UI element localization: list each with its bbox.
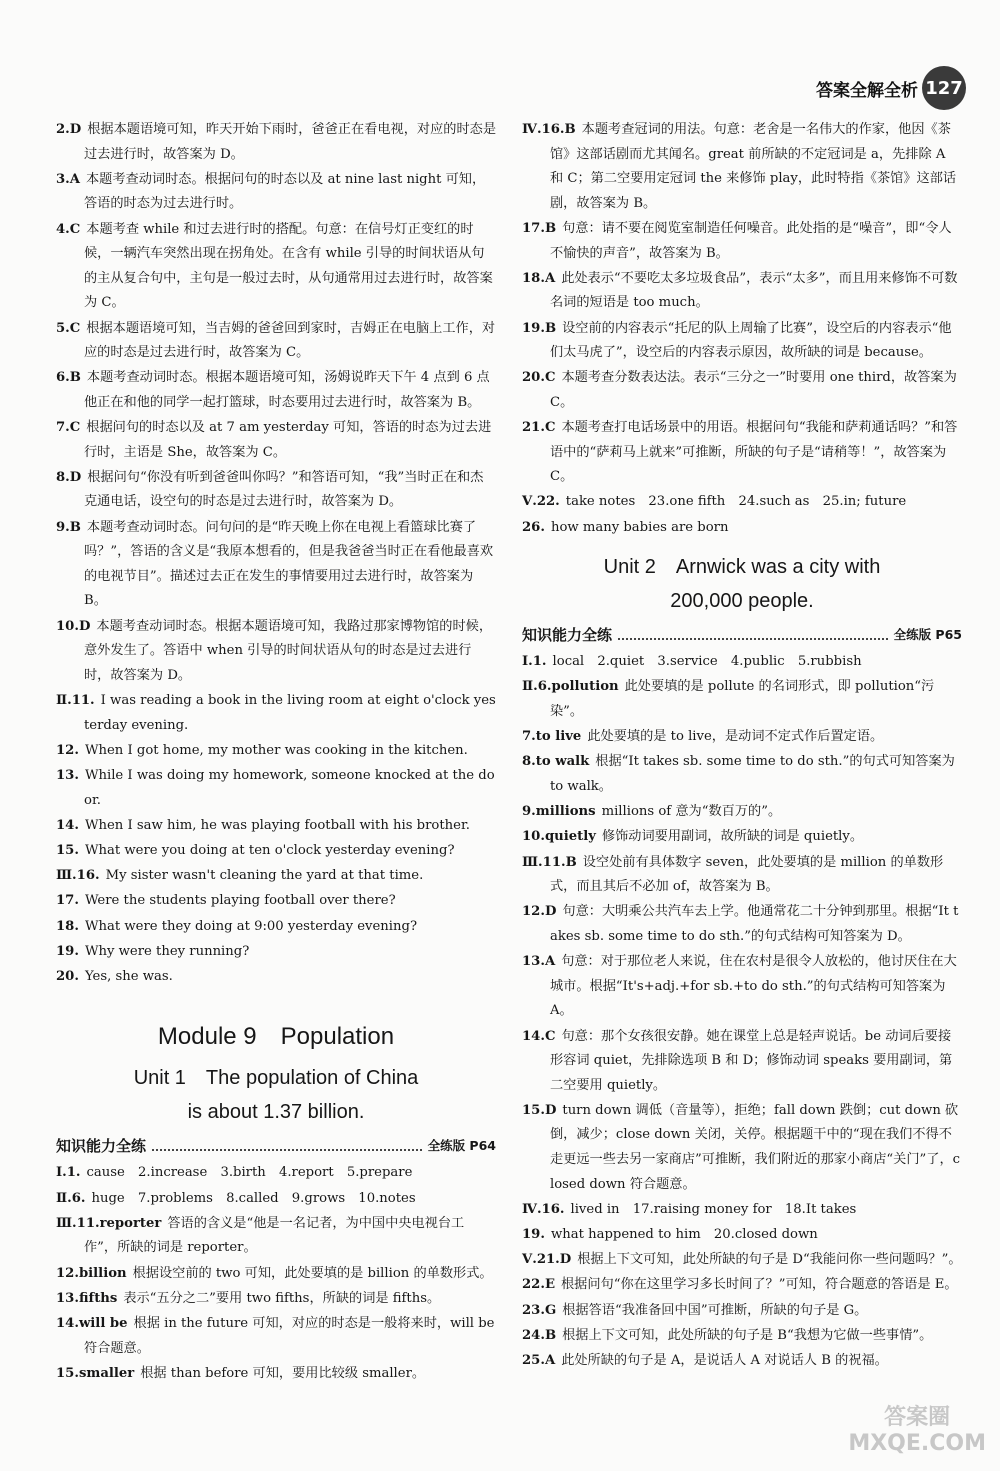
answer-text: Why were they running? [84, 943, 250, 959]
answer-item [522, 800, 962, 825]
answer-item [56, 466, 496, 515]
answer-text: 本题考查动词时态。根据本题语境可知，我路过那家博物馆的时候，意外发生了。答语中 when 引导的时间状语从句的时态是过去进行时，故答案为 D。 [84, 618, 493, 683]
answer-text: Were the students playing football over there? [84, 893, 396, 909]
answer-number: Ⅰ.1. [522, 654, 547, 670]
answer-text: 根据问句“你没有听到爸爸叫你吗？”和答语可知，“我”当时正在和杰克通电话，设空句的时态是过去进行时，故答案为 D。 [84, 469, 484, 510]
answer-item [522, 825, 962, 850]
answer-number: Ⅱ.6.pollution [522, 679, 619, 695]
answer-number: 17.B [522, 220, 557, 236]
answer-text: 根据问句的时态以及 at 7 am yesterday 可知，答语的时态为过去进行时，主语是 She，故答案为 C。 [84, 420, 492, 460]
answer-item [522, 366, 962, 415]
section-edition: 全练版 P64 [427, 1138, 496, 1154]
answer-item [522, 1248, 962, 1273]
answer-text: 句意：对于那位老人来说，住在农村是很令人放松的，他讨厌住在大城市。根据“It's+adj.+for sb.+to do sth.”的句式结构可知答案为 A。 [550, 954, 957, 1019]
answer-number: 10.D [56, 618, 91, 634]
answer-text: 根据“It takes sb. some time to do sth.”的句式可知答案为 to walk。 [550, 754, 955, 794]
answer-item [56, 1262, 496, 1287]
answer-number: 8.D [56, 469, 82, 485]
answer-number: 7.C [56, 420, 81, 436]
answer-item [522, 1223, 962, 1248]
answer-number: 4.C [56, 221, 81, 237]
answer-text: 表示“五分之二”要用 two fifths，所缺的词是 fifths。 [123, 1290, 441, 1306]
answer-number: Ⅳ.16.B [522, 122, 576, 137]
answer-text: lived in 17.raising money for 18.It takes [570, 1201, 857, 1217]
answer-item [56, 864, 496, 889]
answer-item [56, 516, 496, 614]
answer-text: 根据设空前的 two 可知，此处要填的是 billion 的单数形式。 [132, 1265, 493, 1281]
answer-item [56, 1187, 496, 1212]
answer-item [522, 317, 962, 366]
unit2-title-line2: 200,000 people. [670, 590, 814, 613]
answer-number: Ⅴ.22. [522, 494, 560, 510]
answer-number: 25.A [522, 1352, 556, 1368]
answer-number: 14.will be [56, 1316, 128, 1331]
answer-number: Ⅱ.11. [56, 693, 95, 708]
answer-text: 本题考查动词时态。根据本题语境可知，汤姆说昨天下午 4 点到 6 点他正在和他的同学一起打篮球，时态要用过去进行时，故答案为 B。 [84, 370, 490, 410]
answer-number: 13.fifths [56, 1290, 118, 1306]
answer-text: 此处要填的是 pollute 的名词形式，即 pollution“污染”。 [550, 679, 935, 720]
answer-number: 9.B [56, 519, 81, 535]
answer-text: 此处表示“不要吃太多垃圾食品”，表示“太多”，而且用来修饰不可数名词的短语是 too much。 [550, 270, 958, 311]
answer-number: Ⅲ.11.B [522, 854, 577, 870]
answer-number: 15.D [522, 1102, 557, 1118]
answer-number: 23.G [522, 1302, 557, 1318]
answer-item [522, 1025, 962, 1099]
answer-list-left [56, 118, 496, 989]
section-edition: 全练版 P65 [893, 627, 962, 643]
page-header [0, 0, 1000, 118]
answer-item [56, 168, 496, 217]
answer-number: 22.E [522, 1277, 555, 1293]
watermark-stamp [848, 1405, 986, 1457]
answer-item [56, 764, 496, 813]
answer-item [522, 950, 962, 1024]
answer-item [522, 675, 962, 724]
answer-text: My sister wasn't cleaning the yard at that time. [105, 868, 424, 884]
answer-item [522, 725, 962, 750]
answer-number: Ⅳ.16. [522, 1201, 565, 1217]
answer-number: 18. [56, 918, 79, 934]
answer-text: While I was doing my homework, someone knocked at the door. [84, 767, 495, 808]
answer-number: 9.millions [522, 804, 596, 820]
answer-text: millions of 意为“数百万的”。 [601, 804, 782, 820]
answer-text: 本题考查打电话场景中的用语。根据问句“我能和萨莉通话吗？”和答语中的“萨莉马上就来”可推断，所缺的句子是“请稍等！”，故答案为 C。 [550, 420, 958, 485]
unit2-title-line1: Unit 2 Arnwick was a city with [603, 556, 881, 579]
dotted-leader [152, 1149, 422, 1151]
answer-item [56, 889, 496, 914]
answer-text: 句意：大明乘公共汽车去上学。他通常花二十分钟到那里。根据“It takes sb. some time to do sth.”的句式结构可知答案为 D。 [550, 904, 959, 944]
stamp-line1: 答案圈 [884, 1405, 951, 1430]
answer-number: 2.D [56, 122, 82, 137]
section-header-unit1 [56, 1135, 496, 1157]
unit1-title-line2: is about 1.37 billion. [187, 1101, 365, 1124]
answer-item [522, 118, 962, 216]
answer-item [56, 1212, 496, 1261]
answer-item [56, 118, 496, 167]
answer-text: When I got home, my mother was cooking in the kitchen. [84, 742, 468, 758]
answer-item [522, 1324, 962, 1349]
answer-text: 根据本题语境可知，当吉姆的爸爸回到家时，吉姆正在电脑上工作，对应的时态是过去进行时，故答案为 C。 [84, 320, 496, 361]
answer-text: 此处所缺的句子是 A，是说话人 A 对说话人 B 的祝福。 [561, 1352, 888, 1368]
answer-number: 20. [56, 968, 79, 984]
answer-number: 15.smaller [56, 1365, 135, 1381]
answer-item [56, 416, 496, 465]
answer-item [522, 416, 962, 490]
answer-number: 15. [56, 842, 79, 858]
answer-item [56, 1362, 496, 1387]
answer-text: 根据本题语境可知，昨天开始下雨时，爸爸正在看电视，对应的时态是过去进行时，故答案为 D。 [84, 122, 497, 162]
answer-text: 此处要填的是 to live，是动词不定式作后置定语。 [587, 729, 884, 745]
answer-number: 12. [56, 742, 79, 758]
answer-number: 10.quietly [522, 829, 596, 845]
answer-text: local 2.quiet 3.service 4.public 5.rubbish [552, 654, 862, 670]
answer-list-left-2 [56, 1161, 496, 1386]
section-title: 知识能力全练 [522, 626, 613, 645]
dotted-leader [618, 638, 888, 640]
answer-item [522, 1349, 962, 1374]
answer-number: 12.billion [56, 1265, 127, 1281]
header-title: 答案全解全析 [816, 81, 918, 101]
section-header-unit2 [522, 624, 962, 646]
answer-item [56, 965, 496, 990]
answer-list-right [522, 118, 962, 540]
answer-number: 24.B [522, 1327, 557, 1343]
answer-text: 根据上下文可知，此处所缺的句子是 D“我能问你一些问题吗？”。 [577, 1252, 962, 1268]
answer-item [522, 267, 962, 316]
answer-item [522, 900, 962, 949]
answer-item [522, 490, 962, 515]
answer-item [56, 615, 496, 689]
answer-number: 5.C [56, 320, 81, 336]
answer-number: 14. [56, 817, 79, 833]
answer-item [56, 366, 496, 415]
answer-text: what happened to him 20.closed down [550, 1227, 818, 1243]
answer-item [522, 650, 962, 675]
answer-item [56, 940, 496, 965]
answer-number: 13. [56, 767, 79, 783]
module-title: Module 9 Population [157, 1023, 395, 1051]
answer-number: 19.B [522, 320, 557, 336]
answer-number: Ⅴ.21.D [522, 1252, 572, 1268]
answer-number: 13.A [522, 954, 556, 970]
answer-text: how many babies are born [550, 519, 729, 535]
left-column [56, 118, 496, 1387]
answer-text: 设空前的内容表示“托尼的队上周输了比赛”，设空后的内容表示“他们太马虎了”，设空后的内容表示原因，故所缺的词是 because。 [550, 320, 952, 361]
page-number-badge: 127 [922, 66, 966, 110]
answer-number: 17. [56, 893, 79, 909]
right-column [522, 118, 962, 1374]
answer-text: Yes, she was. [84, 968, 173, 984]
answer-item [56, 839, 496, 864]
answer-text: 根据答语“我准备回中国”可推断，所缺的句子是 G。 [562, 1302, 868, 1318]
answer-number: 12.D [522, 904, 557, 920]
answer-number: Ⅱ.6. [56, 1190, 86, 1206]
answer-number: 20.C [522, 370, 556, 386]
answer-number: Ⅰ.1. [56, 1165, 81, 1181]
answer-text: 本题考查 while 和过去进行时的搭配。句意：在信号灯正变红的时候，一辆汽车突然出现在拐角处。在含有 while 引导的时间状语从句的主从复合句中，主句是一般过去时，从句通常用过去进行时，故答案为 C。 [84, 221, 493, 311]
answer-text: cause 2.increase 3.birth 4.report 5.prepare [86, 1165, 413, 1181]
answer-item [56, 317, 496, 366]
answer-text: 句意：那个女孩很安静。她在课堂上总是轻声说话。be 动词后要接形容词 quiet，先排除选项 B 和 D；修饰动词 speaks 要用副词，第二空要用 quietly。 [550, 1028, 953, 1093]
answer-text: What were they doing at 9:00 yesterday evening? [84, 918, 418, 934]
answer-item [56, 689, 496, 738]
answer-text: What were you doing at ten o'clock yesterday evening? [84, 842, 455, 858]
answer-number: 26. [522, 519, 545, 535]
answer-number: 19. [522, 1227, 545, 1243]
answer-item [522, 851, 962, 900]
answer-text: huge 7.problems 8.called 9.grows 10.notes [91, 1190, 416, 1206]
answer-number: 14.C [522, 1028, 556, 1044]
answer-text: 本题考查分数表达法。表示“三分之一”时要用 one third，故答案为 C。 [550, 370, 957, 410]
stamp-line2: MXQE.COM [848, 1431, 986, 1456]
answer-text: I was reading a book in the living room at eight o'clock yesterday evening. [84, 693, 496, 733]
answer-text: 根据 in the future 可知，对应的时态是一般将来时，will be 符合题意。 [84, 1316, 495, 1356]
answer-text: 根据问句“你在这里学习多长时间了？”可知，符合题意的答语是 E。 [561, 1277, 958, 1293]
answer-text: 本题考查动词时态。根据问句的时态以及 at nine last night 可知，答语的时态为过去进行时。 [84, 171, 486, 212]
answer-number: 8.to walk [522, 754, 590, 770]
unit1-title-line1: Unit 1 The population of China [133, 1067, 419, 1090]
answer-item [56, 1287, 496, 1312]
answer-item [522, 1299, 962, 1324]
answer-item [56, 1161, 496, 1186]
answer-item [522, 1198, 962, 1223]
answer-text: 根据上下文可知，此处所缺的句子是 B“我想为它做一些事情”。 [562, 1327, 933, 1343]
answer-text: turn down 调低（音量等），拒绝；fall down 跌倒；cut down 砍倒，减少；close down 关闭，关停。根据题干中的“现在我们不得不走更远一些去另一家商店”可推断，我们附近的那家小商店“关门”了，closed down 符合题意。 [550, 1102, 961, 1192]
answer-item [522, 516, 962, 541]
answer-text: 本题考查冠词的用法。句意：老舍是一名伟大的作家，他因《茶馆》这部话剧而尤其闻名。great 前所缺的不定冠词是 a，先排除 A 和 C；第二空要用定冠词 the 来修饰 play，此时特指《茶馆》这部话剧，故答案为 B。 [550, 122, 957, 211]
answer-item [522, 217, 962, 266]
answer-text: 本题考查动词时态。问句问的是“昨天晚上你在电视上看篮球比赛了吗？”，答语的含义是“我原本想看的，但是我爸爸当时正在看他最喜欢的电视节目”。描述过去正在发生的事情要用过去进行时，故答案为 B。 [84, 519, 494, 609]
answer-number: 6.B [56, 370, 81, 386]
answer-item [56, 1312, 496, 1361]
answer-item [56, 739, 496, 764]
answer-text: 根据 than before 可知，要用比较级 smaller。 [140, 1365, 426, 1381]
answer-item [522, 1099, 962, 1197]
answer-text: take notes 23.one fifth 24.such as 25.in; future [565, 494, 907, 510]
answer-number: 19. [56, 943, 79, 959]
answer-text: 设空处前有具体数字 seven，此处要填的是 million 的单数形式，而且其后不必加 of，故答案为 B。 [550, 854, 944, 895]
answer-number: 3.A [56, 171, 80, 187]
answer-number: Ⅲ.16. [56, 868, 100, 884]
answer-number: 21.C [522, 420, 556, 436]
answer-item [522, 1273, 962, 1298]
answer-text: 修饰动词要用副词，故所缺的词是 quietly。 [601, 829, 864, 845]
answer-item [56, 915, 496, 940]
answer-item [56, 218, 496, 316]
answer-text: When I saw him, he was playing football with his brother. [84, 817, 470, 833]
answer-number: 18.A [522, 270, 556, 286]
answer-text: 句意：请不要在阅览室制造任何噪音。此处指的是“噪音”，即“令人不愉快的声音”，故答案为 B。 [550, 220, 952, 261]
answer-number: 7.to live [522, 729, 582, 745]
section-title: 知识能力全练 [56, 1137, 147, 1156]
answer-list-right-2 [522, 650, 962, 1373]
answer-item [56, 814, 496, 839]
answer-text: 答语的含义是“他是一名记者，为中国中央电视台工作”，所缺的词是 reporter。 [84, 1215, 465, 1256]
answer-item [522, 750, 962, 799]
answer-number: Ⅲ.11.reporter [56, 1215, 162, 1231]
